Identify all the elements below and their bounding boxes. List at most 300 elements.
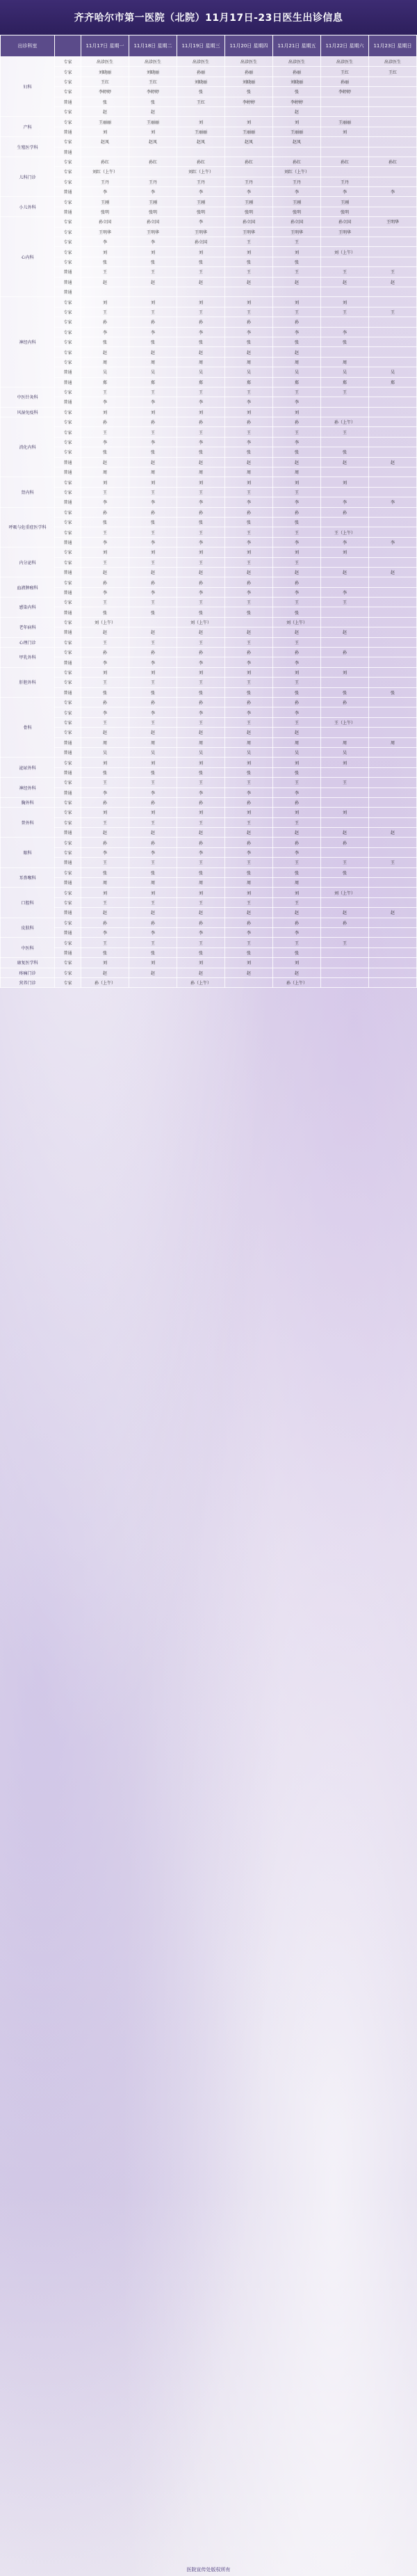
- table-row: [1, 407, 417, 417]
- department-name: 儿科门诊: [1, 157, 55, 197]
- schedule-cell: 孙红: [225, 157, 273, 166]
- schedule-cell: 王: [177, 858, 225, 867]
- schedule-cell: [321, 287, 369, 296]
- table-row: [1, 257, 417, 266]
- schedule-cell: 李: [225, 437, 273, 447]
- schedule-cell: 赵: [129, 908, 177, 918]
- table-row: [1, 77, 417, 86]
- schedule-cell: 孙: [177, 507, 225, 517]
- schedule-cell: 周: [273, 878, 321, 888]
- schedule-cell: [369, 947, 417, 957]
- schedule-cell: [81, 287, 129, 296]
- schedule-cell: 赵: [273, 347, 321, 357]
- schedule-cell: 李: [81, 237, 129, 247]
- doctor-title: 专家: [55, 447, 81, 457]
- schedule-cell: 张: [273, 867, 321, 877]
- table-row: [1, 377, 417, 387]
- schedule-cell: 刘（上午）: [177, 617, 225, 627]
- schedule-cell: 赵: [369, 567, 417, 577]
- table-row: [1, 607, 417, 617]
- schedule-cell: 张: [129, 447, 177, 457]
- page-title: 齐齐哈尔市第一医院（北院）11月17日-23日医生出诊信息: [74, 13, 343, 24]
- schedule-cell: 王: [81, 387, 129, 397]
- schedule-cell: 张: [225, 447, 273, 457]
- schedule-cell: 王: [129, 637, 177, 647]
- schedule-cell: 孙: [129, 797, 177, 807]
- doctor-title: 专家: [55, 817, 81, 827]
- schedule-cell: 李: [273, 437, 321, 447]
- schedule-cell: 孙: [225, 577, 273, 587]
- department-name: 心理门诊: [1, 637, 55, 647]
- doctor-title: 专家: [55, 297, 81, 307]
- schedule-cell: 孙: [225, 797, 273, 807]
- department-name: 中医科: [1, 938, 55, 958]
- department-name: 生殖医学科: [1, 137, 55, 157]
- schedule-cell: 王: [129, 598, 177, 607]
- schedule-cell: 刘红（上午）: [177, 167, 225, 177]
- schedule-cell: 孙红: [177, 157, 225, 166]
- schedule-cell: 出诊医生: [369, 57, 417, 67]
- schedule-cell: 赵: [129, 106, 177, 116]
- schedule-cell: [321, 137, 369, 147]
- schedule-body: [1, 57, 417, 988]
- schedule-cell: 吴: [177, 367, 225, 377]
- schedule-cell: 张: [129, 517, 177, 527]
- schedule-cell: [369, 437, 417, 447]
- column-header-day-3: 11月19日 星期三: [177, 35, 225, 57]
- schedule-cell: 孙: [321, 698, 369, 707]
- schedule-cell: 赵: [321, 277, 369, 287]
- column-header-day-5: 11月21日 星期五: [273, 35, 321, 57]
- schedule-cell: 王: [225, 717, 273, 727]
- doctor-title: 专家: [55, 847, 81, 857]
- schedule-cell: [369, 557, 417, 567]
- schedule-cell: 李: [177, 217, 225, 227]
- schedule-cell: [369, 617, 417, 627]
- schedule-cell: [225, 617, 273, 627]
- schedule-cell: 孙: [81, 507, 129, 517]
- schedule-cell: [321, 557, 369, 567]
- schedule-cell: 李: [81, 327, 129, 337]
- schedule-cell: 张: [177, 257, 225, 266]
- schedule-cell: 郑: [369, 377, 417, 387]
- schedule-cell: 王红: [369, 67, 417, 77]
- schedule-cell: 孙: [225, 838, 273, 847]
- schedule-cell: 孙: [129, 918, 177, 927]
- table-row: [1, 838, 417, 847]
- doctor-title: 专家: [55, 977, 81, 987]
- table-row: [1, 817, 417, 827]
- doctor-title: 专家: [55, 648, 81, 657]
- schedule-cell: 赵: [273, 908, 321, 918]
- schedule-cell: 王明华: [129, 227, 177, 237]
- schedule-cell: 王刚: [225, 197, 273, 207]
- schedule-cell: 孙（上午）: [321, 417, 369, 427]
- schedule-cell: 刘: [129, 127, 177, 136]
- table-row: [1, 888, 417, 897]
- doctor-title: 专家: [55, 698, 81, 707]
- schedule-cell: 孙立国: [177, 237, 225, 247]
- schedule-cell: [369, 397, 417, 407]
- doctor-title: 专家: [55, 197, 81, 207]
- schedule-cell: 孙立国: [273, 217, 321, 227]
- schedule-cell: 周: [129, 878, 177, 888]
- schedule-cell: 赵凤: [177, 137, 225, 147]
- schedule-cell: 刘: [321, 127, 369, 136]
- doctor-title: 专家: [55, 517, 81, 527]
- table-row: [1, 527, 417, 537]
- schedule-cell: 李婷婷: [129, 87, 177, 97]
- header-row: [1, 35, 417, 57]
- schedule-cell: 刘: [129, 958, 177, 968]
- schedule-cell: 张明: [81, 207, 129, 216]
- schedule-cell: 孙: [273, 698, 321, 707]
- schedule-cell: 王: [321, 427, 369, 437]
- schedule-cell: 赵: [321, 627, 369, 637]
- schedule-cell: 刘（上午）: [273, 617, 321, 627]
- schedule-cell: 赵: [129, 627, 177, 637]
- schedule-cell: 赵凤: [225, 137, 273, 147]
- table-row: [1, 417, 417, 427]
- schedule-cell: 王: [129, 938, 177, 947]
- schedule-cell: 王: [177, 778, 225, 787]
- schedule-cell: [321, 958, 369, 968]
- table-row: [1, 287, 417, 296]
- schedule-cell: [369, 467, 417, 477]
- schedule-cell: [225, 167, 273, 177]
- table-row: [1, 968, 417, 977]
- department-name: 眼科: [1, 838, 55, 867]
- schedule-cell: [321, 767, 369, 777]
- schedule-cell: 周: [225, 878, 273, 888]
- schedule-cell: 赵: [321, 828, 369, 838]
- schedule-cell: 张: [129, 867, 177, 877]
- schedule-cell: 王: [177, 427, 225, 437]
- doctor-title: 普通: [55, 377, 81, 387]
- schedule-cell: 孙: [81, 918, 129, 927]
- table-row: [1, 908, 417, 918]
- schedule-cell: 刘: [129, 808, 177, 817]
- schedule-cell: 王: [81, 487, 129, 497]
- schedule-cell: 王: [225, 678, 273, 687]
- doctor-title: 专家: [55, 617, 81, 627]
- schedule-cell: 刘: [225, 547, 273, 557]
- table-row: [1, 717, 417, 727]
- doctor-title: 专家: [55, 958, 81, 968]
- schedule-cell: 刘: [273, 758, 321, 767]
- schedule-cell: 刘: [225, 667, 273, 677]
- table-row: [1, 707, 417, 717]
- table-row: [1, 57, 417, 67]
- department-name: 营养门诊: [1, 977, 55, 987]
- schedule-cell: 赵: [273, 828, 321, 838]
- schedule-cell: 王红: [81, 77, 129, 86]
- schedule-cell: [321, 787, 369, 797]
- schedule-cell: 王明华: [81, 227, 129, 237]
- schedule-cell: [321, 397, 369, 407]
- schedule-cell: 王: [129, 427, 177, 437]
- schedule-cell: 赵: [369, 457, 417, 467]
- schedule-cell: 张: [81, 687, 129, 697]
- schedule-cell: 王: [225, 487, 273, 497]
- schedule-cell: [369, 918, 417, 927]
- table-row: [1, 217, 417, 227]
- department-name: 疼痛门诊: [1, 968, 55, 977]
- table-row: [1, 297, 417, 307]
- schedule-cell: 刘: [177, 477, 225, 487]
- schedule-cell: 孙: [81, 317, 129, 327]
- schedule-cell: 王: [321, 938, 369, 947]
- schedule-cell: [129, 287, 177, 296]
- schedule-cell: 张: [129, 97, 177, 106]
- schedule-cell: 张: [177, 447, 225, 457]
- schedule-cell: [369, 607, 417, 617]
- schedule-cell: 王丹: [321, 177, 369, 186]
- table-row: [1, 457, 417, 467]
- table-row: [1, 667, 417, 677]
- schedule-cell: 赵: [177, 457, 225, 467]
- schedule-cell: [369, 698, 417, 707]
- doctor-title: 普通: [55, 567, 81, 577]
- doctor-title: 专家: [55, 758, 81, 767]
- schedule-cell: 刘: [273, 297, 321, 307]
- schedule-cell: 刘: [273, 117, 321, 127]
- department-name: 口腔科: [1, 888, 55, 918]
- schedule-cell: 刘: [177, 758, 225, 767]
- table-row: [1, 177, 417, 186]
- schedule-cell: 张: [177, 687, 225, 697]
- doctor-title: 专家: [55, 938, 81, 947]
- schedule-cell: [369, 648, 417, 657]
- schedule-cell: 王（上午）: [321, 527, 369, 537]
- schedule-cell: 张: [177, 767, 225, 777]
- doctor-title: 专家: [55, 157, 81, 166]
- schedule-cell: 王红: [129, 77, 177, 86]
- schedule-cell: 刘: [225, 247, 273, 257]
- schedule-cell: [369, 847, 417, 857]
- schedule-cell: [369, 507, 417, 517]
- schedule-cell: 李: [225, 587, 273, 597]
- schedule-cell: 刘: [225, 117, 273, 127]
- doctor-title: 专家: [55, 307, 81, 317]
- department-name: 神经外科: [1, 778, 55, 798]
- table-row: [1, 157, 417, 166]
- table-row: [1, 97, 417, 106]
- schedule-cell: 张: [225, 87, 273, 97]
- table-row: [1, 547, 417, 557]
- schedule-cell: 孙: [321, 507, 369, 517]
- schedule-cell: [369, 77, 417, 86]
- schedule-cell: 王: [225, 557, 273, 567]
- title-bar: [0, 0, 417, 35]
- doctor-title: 专家: [55, 477, 81, 487]
- schedule-cell: [321, 437, 369, 447]
- schedule-cell: 王: [369, 858, 417, 867]
- schedule-cell: 李: [321, 187, 369, 197]
- table-row: [1, 897, 417, 907]
- schedule-cell: 赵: [225, 457, 273, 467]
- schedule-cell: [321, 97, 369, 106]
- schedule-cell: 孙: [321, 648, 369, 657]
- table-row: [1, 617, 417, 627]
- schedule-cell: 孙: [273, 577, 321, 587]
- schedule-cell: 孙: [225, 698, 273, 707]
- schedule-cell: 孙: [129, 417, 177, 427]
- schedule-cell: 孙: [321, 918, 369, 927]
- schedule-cell: 王明华: [369, 217, 417, 227]
- schedule-cell: 孙: [273, 797, 321, 807]
- schedule-cell: 刘（上午）: [321, 247, 369, 257]
- schedule-cell: 孙: [273, 417, 321, 427]
- schedule-cell: 王丽丽: [129, 117, 177, 127]
- schedule-cell: 孙: [177, 838, 225, 847]
- schedule-cell: 孙: [81, 648, 129, 657]
- schedule-cell: 李: [177, 187, 225, 197]
- schedule-cell: [369, 327, 417, 337]
- schedule-cell: 刘: [177, 407, 225, 417]
- doctor-title: 专家: [55, 797, 81, 807]
- schedule-cell: 出诊医生: [321, 57, 369, 67]
- department-name: 心内科: [1, 217, 55, 297]
- doctor-title: 专家: [55, 247, 81, 257]
- schedule-cell: 张明: [225, 207, 273, 216]
- schedule-cell: 刘: [81, 297, 129, 307]
- schedule-cell: 王: [81, 778, 129, 787]
- schedule-cell: 王: [273, 557, 321, 567]
- department-name: 皮肤科: [1, 918, 55, 938]
- schedule-cell: 王: [225, 858, 273, 867]
- schedule-cell: 刘: [273, 477, 321, 487]
- doctor-title: 专家: [55, 77, 81, 86]
- table-row: [1, 828, 417, 838]
- schedule-cell: 李: [81, 397, 129, 407]
- schedule-cell: 李: [129, 587, 177, 597]
- schedule-cell: 王: [129, 557, 177, 567]
- table-row: [1, 467, 417, 477]
- schedule-cell: 孙: [177, 417, 225, 427]
- schedule-cell: 刘: [273, 667, 321, 677]
- schedule-cell: 李: [129, 497, 177, 507]
- table-row: [1, 227, 417, 237]
- doctor-title: 普通: [55, 767, 81, 777]
- doctor-title: 普通: [55, 908, 81, 918]
- schedule-cell: 李: [81, 587, 129, 597]
- schedule-cell: 张: [225, 947, 273, 957]
- schedule-cell: 赵: [273, 277, 321, 287]
- schedule-cell: 周: [81, 878, 129, 888]
- schedule-cell: 出诊医生: [81, 57, 129, 67]
- schedule-cell: 周: [225, 737, 273, 747]
- schedule-cell: [369, 487, 417, 497]
- footer: [0, 2563, 417, 2576]
- schedule-cell: 李: [129, 187, 177, 197]
- schedule-cell: [369, 817, 417, 827]
- schedule-cell: 赵: [129, 347, 177, 357]
- schedule-cell: 张: [177, 607, 225, 617]
- schedule-cell: 孙红: [129, 157, 177, 166]
- department-name: 呼吸与危重症医学科: [1, 507, 55, 547]
- doctor-title: 普通: [55, 467, 81, 477]
- doctor-title: 专家: [55, 888, 81, 897]
- schedule-cell: 王: [81, 267, 129, 277]
- doctor-title: 专家: [55, 557, 81, 567]
- schedule-cell: 孙: [129, 648, 177, 657]
- doctor-title: 专家: [55, 106, 81, 116]
- schedule-cell: 王丽丽: [273, 127, 321, 136]
- schedule-cell: 张明: [273, 207, 321, 216]
- table-row: [1, 977, 417, 987]
- doctor-title: 专家: [55, 487, 81, 497]
- schedule-cell: 赵: [177, 828, 225, 838]
- schedule-cell: 李: [273, 187, 321, 197]
- table-row: [1, 698, 417, 707]
- schedule-cell: [369, 177, 417, 186]
- schedule-cell: 刘: [177, 958, 225, 968]
- schedule-cell: 刘: [225, 407, 273, 417]
- schedule-cell: 赵: [177, 567, 225, 577]
- schedule-cell: [369, 407, 417, 417]
- doctor-title: 专家: [55, 407, 81, 417]
- schedule-cell: 王: [225, 387, 273, 397]
- doctor-title: 专家: [55, 387, 81, 397]
- schedule-cell: 出诊医生: [129, 57, 177, 67]
- schedule-cell: 赵: [177, 908, 225, 918]
- department-name: 泌尿外科: [1, 758, 55, 778]
- schedule-cell: [321, 927, 369, 937]
- schedule-cell: 吴: [273, 367, 321, 377]
- table-row: [1, 867, 417, 877]
- schedule-cell: 李: [177, 587, 225, 597]
- schedule-cell: 赵: [129, 728, 177, 737]
- schedule-cell: 李: [273, 497, 321, 507]
- schedule-cell: 赵: [177, 627, 225, 637]
- schedule-cell: 王: [321, 858, 369, 867]
- schedule-cell: 张: [225, 257, 273, 266]
- schedule-cell: 周: [321, 357, 369, 367]
- schedule-cell: 郑: [321, 377, 369, 387]
- schedule-cell: [369, 878, 417, 888]
- doctor-title: 专家: [55, 867, 81, 877]
- schedule-cell: 吴: [273, 747, 321, 757]
- schedule-cell: 王丽丽: [81, 117, 129, 127]
- schedule-cell: 张: [129, 947, 177, 957]
- doctor-title: 普通: [55, 657, 81, 667]
- table-row: [1, 67, 417, 77]
- schedule-cell: 孙: [81, 797, 129, 807]
- doctor-title: 专家: [55, 808, 81, 817]
- schedule-cell: 李: [369, 497, 417, 507]
- doctor-title: 专家: [55, 357, 81, 367]
- schedule-cell: 王: [177, 938, 225, 947]
- column-header-day-2: 11月18日 星期二: [129, 35, 177, 57]
- department-name: 普外科: [1, 808, 55, 838]
- schedule-cell: 张: [225, 687, 273, 697]
- table-row: [1, 918, 417, 927]
- table-row: [1, 517, 417, 527]
- schedule-cell: [321, 968, 369, 977]
- schedule-cell: 王: [321, 778, 369, 787]
- schedule-cell: 周: [81, 737, 129, 747]
- doctor-title: 普通: [55, 187, 81, 197]
- schedule-cell: 王丽丽: [321, 117, 369, 127]
- doctor-title: 普通: [55, 267, 81, 277]
- schedule-cell: 李婷婷: [273, 97, 321, 106]
- schedule-cell: [369, 527, 417, 537]
- schedule-cell: 张: [321, 447, 369, 457]
- schedule-cell: 赵: [177, 728, 225, 737]
- schedule-cell: 王明华: [273, 227, 321, 237]
- schedule-cell: [369, 287, 417, 296]
